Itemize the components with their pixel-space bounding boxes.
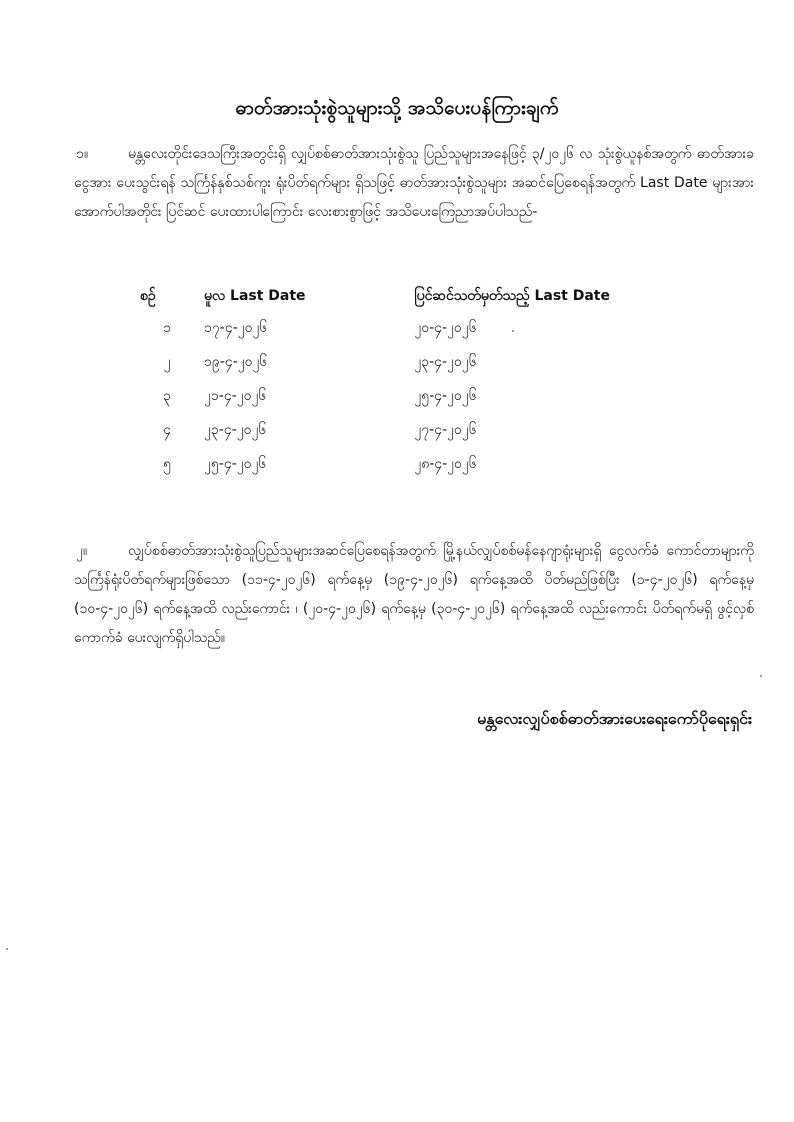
last-date-table	[140, 281, 610, 481]
row-original-date: ၂၁-၄-၂၀၂၆	[204, 387, 267, 404]
paragraph-1	[74, 140, 754, 227]
row-original-date: ၂၃-၄-၂၀၂၆	[204, 421, 267, 438]
row-no: ၄	[163, 421, 171, 438]
paragraph-1-number: ၁။	[76, 146, 89, 162]
row-original-date: ၁၉-၄-၂၀၂၆	[204, 353, 268, 370]
row-no: ၅	[163, 455, 171, 472]
row-revised-date: ၂၅-၄-၂၀၂၆	[414, 387, 477, 404]
row-revised-date: ၂၃-၄-၂၀၂၆	[414, 353, 477, 370]
paragraph-2-text: လျှပ်စစ်ဓာတ်အားသုံးစွဲသူပြည်သူများအဆင်ပြေစေရန်အတွက် မြို့နယ်လျှပ်စစ်မန်နေဂျာရုံးများရှိ ငွေလက်ခံ ကောင်တာများကို သင်္ကြန်ရုံးပိတ်ရက်များဖြစ်သော (၁၁-၄-၂၀၂၆) ရက်နေ့မှ (၁၉-၄-၂၀၂၆) ရက်နေ့အထိ ပိတ်မည်ဖြစ်ပြီး (၁-၄-၂၀၂၆) ရက်နေ့မှ (၁၀-၄-၂၀၂၆) ရက်နေ့အထိ လည်းကောင်း ၊ (၂၀-၄-၂၀၂၆) ရက်နေ့မှ (၃၀-၄-၂၀၂၆) ရက်နေ့အထိ လည်းကောင်း ပိတ်ရက်မရှိ ဖွင့်လှစ်ကောက်ခံ ပေးလျက်ရှိပါသည်။	[74, 543, 754, 646]
row-no: ၃	[163, 387, 171, 404]
header-original-date: မူလ Last Date	[204, 287, 306, 304]
row-revised-date: ၂၀-၄-၂၀၂၆	[414, 319, 477, 336]
row-revised-date: ၂၈-၄-၂၀၂၆	[414, 455, 477, 472]
table-row	[140, 447, 610, 481]
paragraph-1-text: မန္တလေးတိုင်းဒေသကြီးအတွင်းရှိ လျှပ်စစ်ဓာတ်အားသုံးစွဲသူ ပြည်သူများအနေဖြင့် ၃/၂၀၂၆ လ သုံးစွဲယူနစ်အတွက် ဓာတ်အားခငွေအား ပေးသွင်းရန် သင်္ကြန်နှစ်သစ်ကူး ရုံးပိတ်ရက်များ ရှိသဖြင့် ဓာတ်အားသုံးစွဲသူများ အဆင်ပြေစေရန်အတွက် Last Date များအား အောက်ပါအတိုင်း ပြင်ဆင် ပေးထားပါကြောင်း လေးစားစွာဖြင့် အသိပေးကြေညာအပ်ပါသည်-	[74, 146, 754, 220]
header-revised-date: ပြင်ဆင်သတ်မှတ်သည့် Last Date	[414, 287, 610, 304]
signature-organization: မန္တလေးလျှပ်စစ်ဓာတ်အားပေးရေးကော်ပိုရေးရှင်း	[477, 709, 752, 728]
table-row	[140, 413, 610, 447]
table-row	[140, 311, 610, 345]
row-no: ၁	[163, 319, 171, 336]
row-original-date: ၂၅-၄-၂၀၂၆	[204, 455, 267, 472]
table-row	[140, 345, 610, 379]
table-header-row	[140, 281, 610, 311]
scan-speck	[760, 675, 762, 677]
row-revised-date: ၂၇-၄-၂၀၂၆	[414, 421, 477, 438]
row-no: ၂	[163, 353, 171, 370]
header-no: စဉ်	[140, 287, 156, 304]
scan-speck	[512, 330, 514, 332]
scan-speck	[6, 948, 8, 950]
paragraph-2	[74, 537, 754, 653]
page-title: ဓာတ်အားသုံးစွဲသူများသို့ အသိပေးပန်ကြားချက်	[235, 97, 559, 119]
paragraph-2-number: ၂။	[76, 543, 88, 559]
row-original-date: ၁၇-၄-၂၀၂၆	[204, 319, 268, 336]
table-row	[140, 379, 610, 413]
